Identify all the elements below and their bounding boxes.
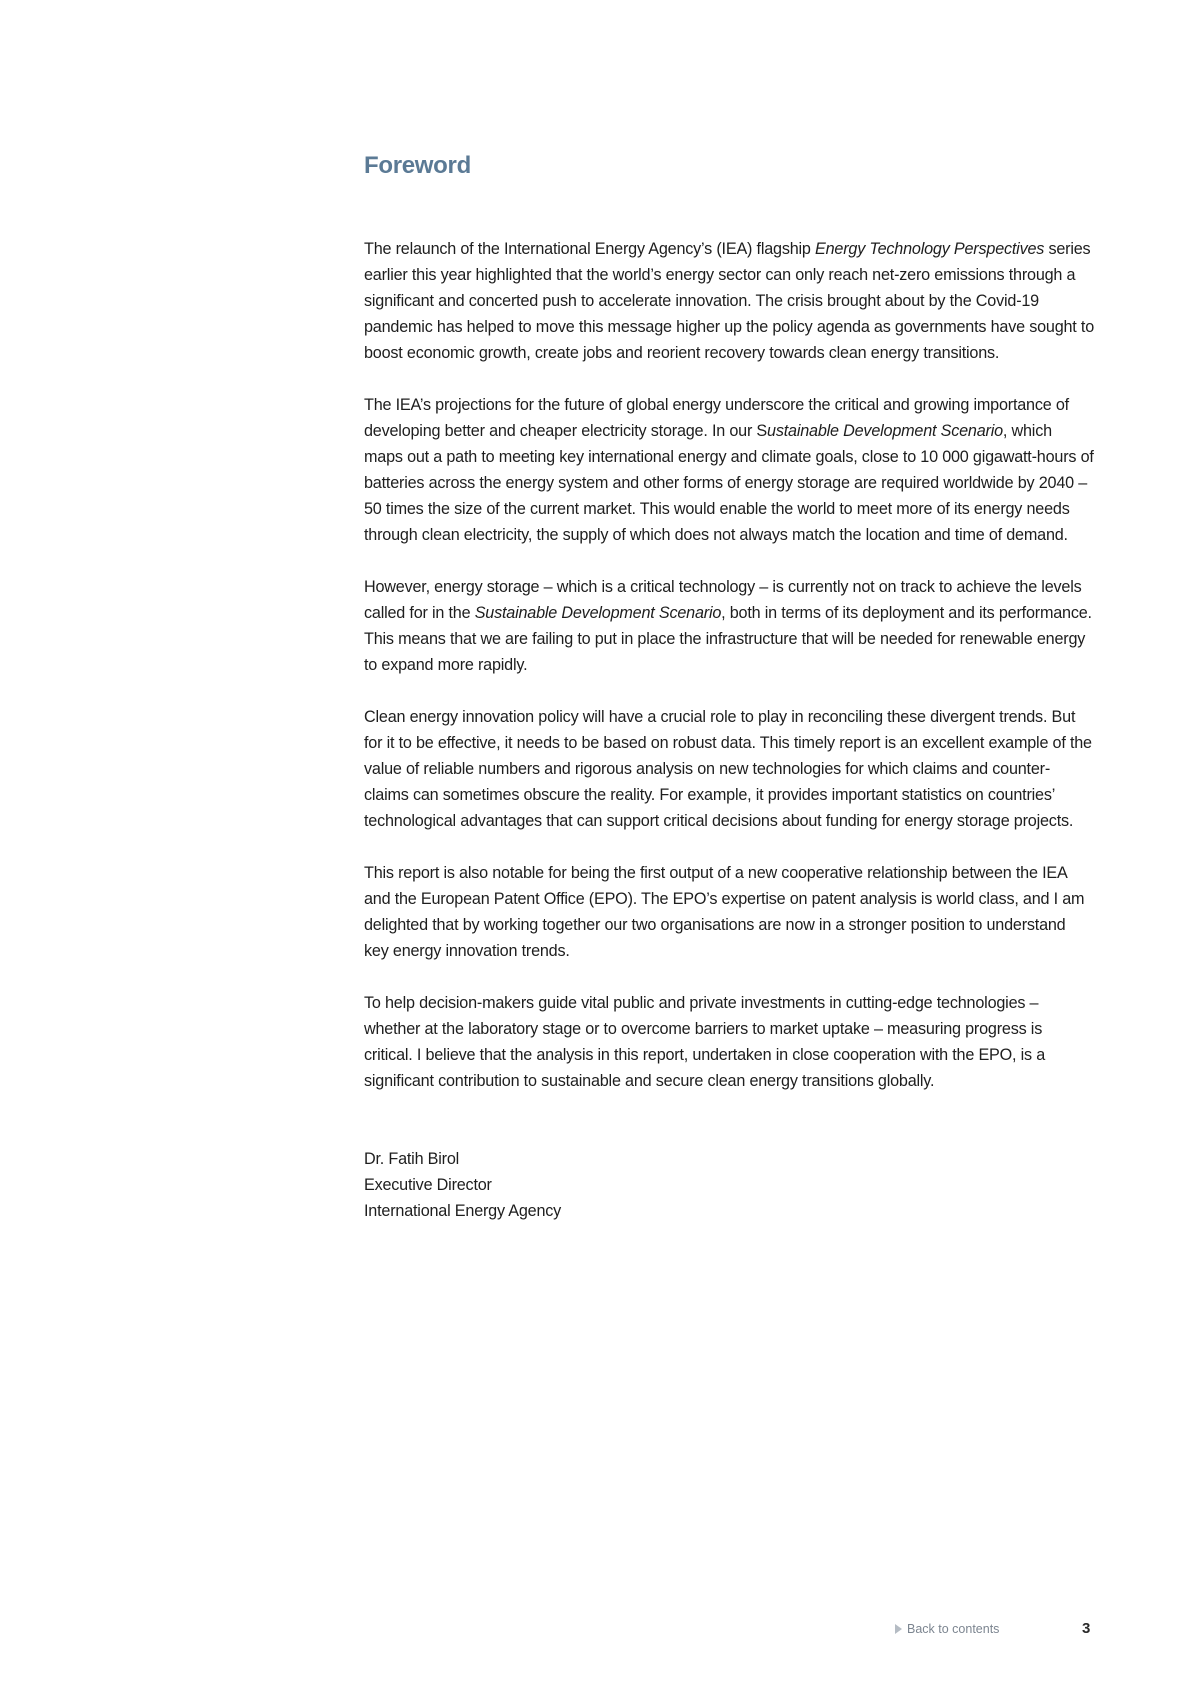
paragraph-6: To help decision-makers guide vital public and private investments in cutting-edge technologies – whether at the laboratory stage or to overcome barriers to market uptake – measuring progress is critical. I believe that the analysis in this report, undertaken in close cooperation with the EPO, is a significant contribution to sustainable and secure clean energy transitions globally. <box>364 994 1046 1090</box>
signatory-role: Executive Director <box>364 1176 492 1194</box>
back-to-contents-link[interactable] <box>895 1622 999 1636</box>
foreword-section <box>364 152 1094 1224</box>
paragraph-1-italic: Energy Technology Perspectives <box>815 240 1045 258</box>
paragraph-3-text-c: , both in terms of its deployment and its performance. This means that we are failing to put in place the infrastructure that will be needed for renewable energy to expand more rapidly. <box>364 604 1092 674</box>
paragraph-2-italic: ustainable Development Scenario <box>767 422 1003 440</box>
paragraph-1-text-a: The relaunch of the International Energy Agency’s (IEA) flagship <box>364 240 816 258</box>
paragraph-3 <box>364 574 1094 678</box>
triangle-right-icon <box>895 1624 902 1634</box>
page-title: Foreword <box>364 152 471 179</box>
paragraph-2-text-c: , which maps out a path to meeting key international energy and climate goals, close to 10 000 gigawatt-hours of batteries across the energy system and other forms of energy storage are required worldwide by 2040 – 50 times the size of the current market. This would enable the world to meet more of its energy needs through clean electricity, the supply of which does not always match the location and time of demand. <box>364 422 1094 544</box>
paragraph-4: Clean energy innovation policy will have a crucial role to play in reconciling these divergent trends. But for it to be effective, it needs to be based on robust data. This timely report is an excellent example of the value of reliable numbers and rigorous analysis on new technologies for which claims and counter-claims can sometimes obscure the reality. For example, it provides important statistics on countries’ technological advantages that can support critical decisions about funding for energy storage projects. <box>364 708 1092 830</box>
paragraph-1 <box>364 236 1094 366</box>
page-number: 3 <box>1082 1620 1091 1637</box>
page-footer <box>895 1620 1095 1640</box>
back-to-contents-label: Back to contents <box>907 1622 1000 1636</box>
signatory-organisation: International Energy Agency <box>364 1202 562 1220</box>
paragraph-2 <box>364 392 1094 548</box>
paragraph-1-text-c: series earlier this year highlighted that the world’s energy sector can only reach net-zero emissions through a significant and concerted push to accelerate innovation. The crisis brought about by the Covid-19 pandemic has helped to move this message higher up the policy agenda as governments have sought to boost economic growth, create jobs and reorient recovery towards clean energy transitions. <box>364 240 1094 362</box>
signatory-name: Dr. Fatih Birol <box>364 1150 460 1168</box>
paragraph-3-italic: Sustainable Development Scenario <box>474 604 722 622</box>
paragraph-5: This report is also notable for being the first output of a new cooperative relationship between the IEA and the European Patent Office (EPO). The EPO’s expertise on patent analysis is world class, and I am delighted that by working together our two organisations are now in a stronger position to understand key energy innovation trends. <box>364 864 1085 960</box>
paragraph-2-text-a: The IEA’s projections for the future of global energy underscore the critical and growing importance of developing better and cheaper electricity storage. In our S <box>364 396 1069 440</box>
signature-block <box>364 1146 1094 1224</box>
paragraph-3-text-a: However, energy storage – which is a critical technology – is currently not on track to achieve the levels called for in the <box>364 578 1082 622</box>
